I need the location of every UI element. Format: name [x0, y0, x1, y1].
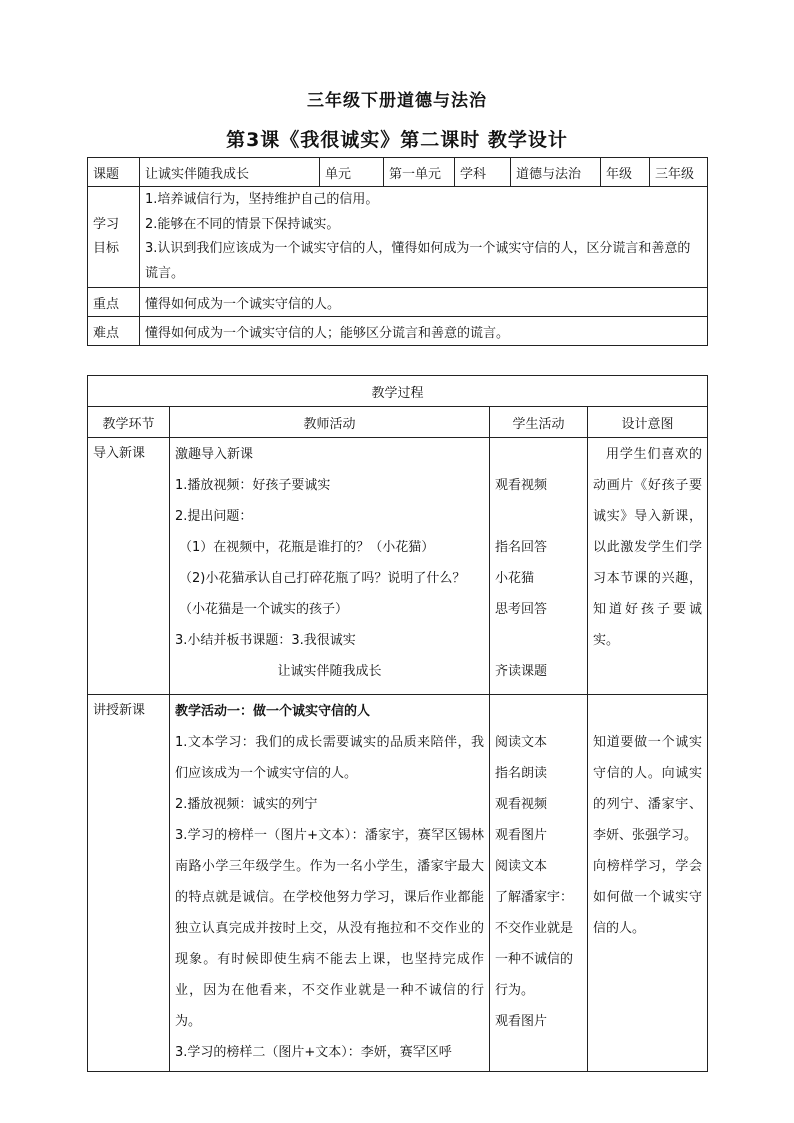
stage-intro: 导入新课: [88, 438, 170, 695]
teacher-paragraph: 3.学习的榜样一（图片+文本）：潘家宇，赛罕区锡林南路小学三年级学生。作为一名小学生，潘家宇最大的特点就是诚信。在学校他努力学习，课后作业都能独立认真完成并按时上交，从没有拖拉和不交作业的现象。有时候即使生病不能去上课，也坚持完成作业，因为在他看来，不交作业就是一种不诚信的行为。: [175, 828, 484, 1029]
student-line: 小花猫: [495, 571, 535, 586]
teacher-paragraph: 2.播放视频：诚实的列宁: [175, 797, 318, 812]
intent-new: [588, 695, 708, 1072]
col-header: 教师活动: [170, 407, 490, 438]
student-line: 观看图片: [495, 828, 548, 843]
col-header: 学生活动: [490, 407, 588, 438]
grade-label: 年级: [601, 158, 650, 187]
goals-label: [88, 187, 140, 288]
difficulty-row: [88, 317, 708, 346]
teacher-line: 3.小结并板书课题：3.我很诚实: [175, 633, 356, 648]
info-table: [87, 157, 708, 346]
teacher-line: 2.提出问题：: [175, 509, 253, 524]
student-line: [495, 439, 582, 470]
document-title: 三年级下册道德与法治: [307, 91, 487, 111]
teacher-line: 让诚实伴随我成长: [277, 664, 382, 679]
student-line: 观看图片: [495, 1014, 548, 1029]
difficulty-text: 懂得如何成为一个诚实守信的人；能够区分谎言和善意的谎言。: [140, 317, 708, 346]
goals-row: [88, 187, 708, 288]
student-note: 了解潘家宇：不交作业就是一种不诚信的行为。: [495, 890, 574, 998]
teacher-line: 1.播放视频：好孩子要诚实: [175, 478, 331, 493]
teacher-paragraph: 1.文本学习：我们的成长需要诚实的品质来陪伴，我们应该成为一个诚实守信的人。: [175, 735, 484, 781]
intent-text: 知道要做一个诚实守信的人。向诚实的列宁、潘家宇、李妍、张强学习。: [593, 735, 703, 843]
student-line: [495, 696, 582, 727]
process-header-row: [88, 407, 708, 438]
difficulty-label: 难点: [88, 317, 140, 346]
goals-label-line1: 学习: [93, 216, 120, 232]
student-line: [495, 625, 582, 656]
student-line: 阅读文本: [495, 859, 548, 874]
subject-value: 道德与法治: [511, 158, 601, 187]
goal-item: 2.能够在不同的情景下保持诚实。: [145, 216, 340, 232]
student-line: 齐读课题: [495, 664, 548, 679]
student-line: 观看视频: [495, 797, 548, 812]
teacher-line: 激趣导入新课: [175, 447, 254, 462]
intent-text: 向榜样学习，学会如何做一个诚实守信的人。: [593, 859, 703, 936]
intent-intro: [588, 438, 708, 695]
teacher-line: （1）在视频中，花瓶是谁打的？（小花猫）: [179, 540, 435, 555]
student-intro: [490, 438, 588, 695]
goal-item: 3.认识到我们应该成为一个诚实守信的人，懂得如何成为一个诚实守信的人，区分谎言和善意的谎言。: [145, 241, 691, 281]
goals-content: [140, 187, 708, 288]
key-point-label: 重点: [88, 288, 140, 317]
key-point-text: 懂得如何成为一个诚实守信的人。: [140, 288, 708, 317]
student-line: 思考回答: [495, 602, 548, 617]
student-line: 指名回答: [495, 540, 548, 555]
section-new-row: [88, 695, 708, 1072]
topic-value: 让诚实伴随我成长: [140, 158, 320, 187]
student-line: 指名朗读: [495, 766, 548, 781]
teacher-paragraph: 3.学习的榜样二（图片+文本）：李妍，赛罕区呼: [175, 1045, 452, 1060]
goals-label-line2: 目标: [93, 241, 120, 256]
unit-label: 单元: [320, 158, 384, 187]
intent-text: 用学生们喜欢的动画片《好孩子要诚实》导入新课，以此激发学生们学习本节课的兴趣，知道好孩子要诚实。: [593, 447, 703, 648]
col-header: 设计意图: [588, 407, 708, 438]
process-table: [87, 375, 708, 1072]
grade-value: 三年级: [650, 158, 708, 187]
subject-label: 学科: [455, 158, 511, 187]
topic-label: 课题: [88, 158, 140, 187]
info-row: [88, 158, 708, 187]
stage-new: 讲授新课: [88, 695, 170, 1072]
process-heading-row: [88, 376, 708, 407]
student-line: [495, 501, 582, 532]
section-intro-row: [88, 438, 708, 695]
student-new: [490, 695, 588, 1072]
teacher-line: （小花猫是一个诚实的孩子）: [179, 602, 349, 617]
process-heading: 教学过程: [88, 376, 708, 407]
activity-title: 教学活动一：做一个诚实守信的人: [175, 704, 371, 719]
key-point-row: [88, 288, 708, 317]
col-header: 教学环节: [88, 407, 170, 438]
student-line: 阅读文本: [495, 735, 548, 750]
unit-value: 第一单元: [384, 158, 455, 187]
goal-item: 1.培养诚信行为，坚持维护自己的信用。: [145, 192, 379, 207]
document-subtitle: 第3课《我很诚实》第二课时 教学设计: [226, 129, 568, 151]
teacher-intro: [170, 438, 490, 695]
student-line: 观看视频: [495, 478, 548, 493]
teacher-new: [170, 695, 490, 1072]
teacher-line: （2)小花猫承认自己打碎花瓶了吗？说明了什么？: [179, 571, 466, 586]
